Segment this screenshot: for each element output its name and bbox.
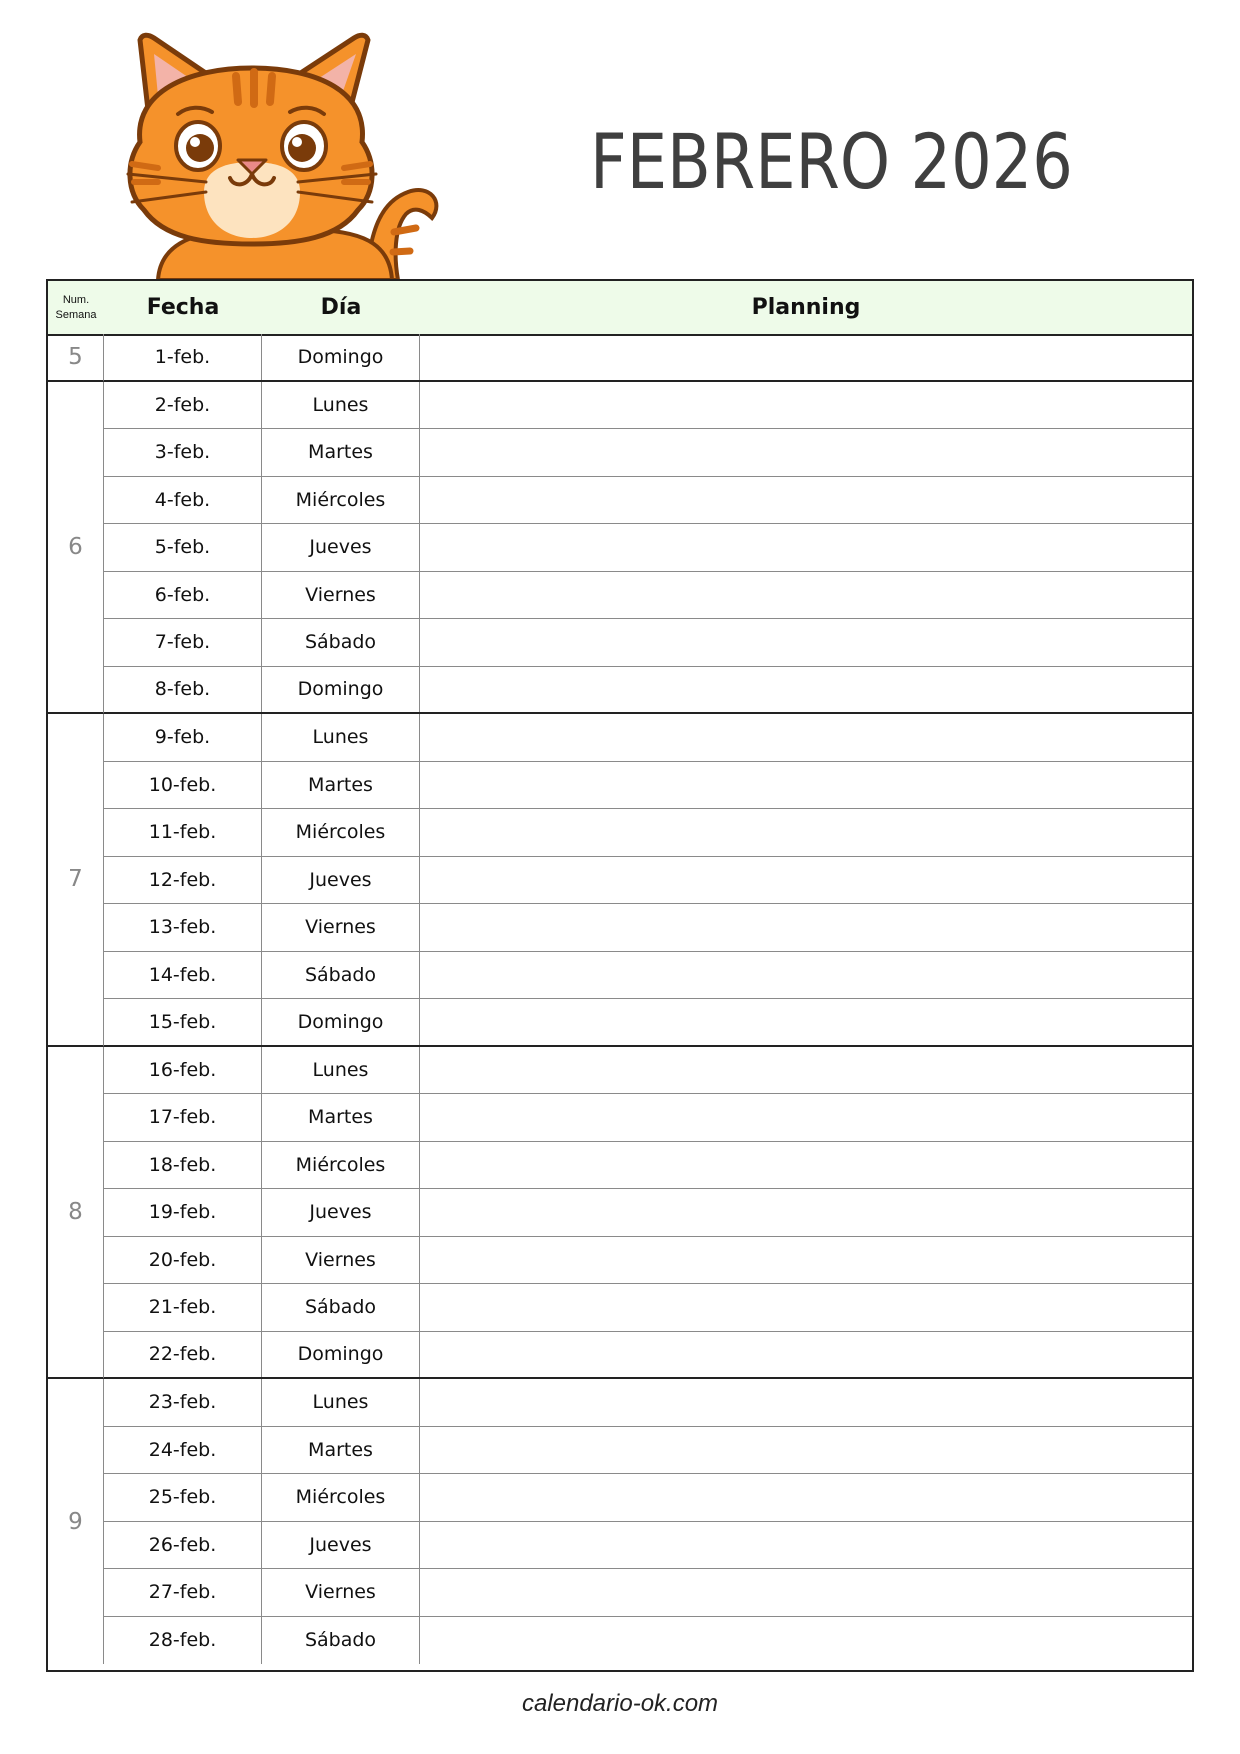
table-row	[104, 999, 1192, 1047]
fecha-cell: 23-feb.	[104, 1379, 262, 1426]
header-week-line2: Semana	[55, 308, 97, 321]
table-row	[104, 1332, 1192, 1380]
table-row	[104, 1142, 1192, 1190]
table-row	[104, 1189, 1192, 1237]
table-row	[104, 1474, 1192, 1522]
fecha-cell: 22-feb.	[104, 1332, 262, 1378]
dia-cell: Martes	[262, 762, 420, 809]
dia-cell: Martes	[262, 429, 420, 476]
planning-cell[interactable]	[420, 1379, 1192, 1426]
dia-cell: Domingo	[262, 999, 420, 1045]
table-row	[104, 762, 1192, 810]
dia-cell: Sábado	[262, 952, 420, 999]
planning-cell[interactable]	[420, 1237, 1192, 1284]
fecha-cell: 12-feb.	[104, 857, 262, 904]
table-row	[104, 429, 1192, 477]
fecha-cell: 28-feb.	[104, 1617, 262, 1665]
planning-cell[interactable]	[420, 334, 1192, 380]
dia-cell: Sábado	[262, 1284, 420, 1331]
planning-cell[interactable]	[420, 619, 1192, 666]
dia-cell: Viernes	[262, 1569, 420, 1616]
planning-cell[interactable]	[420, 1189, 1192, 1236]
table-header	[48, 281, 1192, 336]
planning-cell[interactable]	[420, 1427, 1192, 1474]
planning-cell[interactable]	[420, 1047, 1192, 1094]
planning-cell[interactable]	[420, 952, 1192, 999]
dia-cell: Sábado	[262, 1617, 420, 1665]
fecha-cell: 11-feb.	[104, 809, 262, 856]
fecha-cell: 7-feb.	[104, 619, 262, 666]
planning-cell[interactable]	[420, 857, 1192, 904]
planning-cell[interactable]	[420, 382, 1192, 429]
planning-cell[interactable]	[420, 1284, 1192, 1331]
dia-cell: Sábado	[262, 619, 420, 666]
table-row	[104, 904, 1192, 952]
table-row	[104, 809, 1192, 857]
dia-cell: Martes	[262, 1094, 420, 1141]
table-row	[104, 572, 1192, 620]
dia-cell: Martes	[262, 1427, 420, 1474]
fecha-cell: 3-feb.	[104, 429, 262, 476]
table-row	[104, 1617, 1192, 1665]
header-week-number	[48, 281, 104, 334]
planning-cell[interactable]	[420, 667, 1192, 713]
dia-cell: Lunes	[262, 382, 420, 429]
table-row	[104, 952, 1192, 1000]
dia-cell: Miércoles	[262, 1142, 420, 1189]
table-row	[104, 1427, 1192, 1475]
page-title: FEBRERO 2026	[590, 117, 1073, 206]
planning-cell[interactable]	[420, 762, 1192, 809]
table-row	[104, 1237, 1192, 1285]
table-row	[104, 1284, 1192, 1332]
dia-cell: Lunes	[262, 1379, 420, 1426]
fecha-cell: 4-feb.	[104, 477, 262, 524]
table-row	[104, 857, 1192, 905]
table-row	[104, 619, 1192, 667]
header-dia: Día	[320, 295, 362, 320]
fecha-cell: 15-feb.	[104, 999, 262, 1045]
table-row	[104, 1569, 1192, 1617]
table-row	[104, 1379, 1192, 1427]
table-row	[104, 477, 1192, 525]
footer-website: calendario-ok.com	[521, 1690, 719, 1717]
planning-cell[interactable]	[420, 714, 1192, 761]
fecha-cell: 25-feb.	[104, 1474, 262, 1521]
fecha-cell: 1-feb.	[104, 334, 262, 380]
dia-cell: Domingo	[262, 334, 420, 380]
table-row	[104, 714, 1192, 762]
week-number-cell: 7	[48, 714, 104, 1047]
header-fecha: Fecha	[146, 295, 220, 320]
dia-cell: Miércoles	[262, 809, 420, 856]
header-week-line1: Num.	[62, 293, 90, 306]
planning-cell[interactable]	[420, 1522, 1192, 1569]
week-number-cell: 5	[48, 334, 104, 382]
dia-cell: Lunes	[262, 714, 420, 761]
fecha-cell: 13-feb.	[104, 904, 262, 951]
fecha-cell: 16-feb.	[104, 1047, 262, 1094]
fecha-cell: 2-feb.	[104, 382, 262, 429]
dia-cell: Viernes	[262, 904, 420, 951]
dia-cell: Viernes	[262, 572, 420, 619]
dia-cell: Domingo	[262, 1332, 420, 1378]
header-planning: Planning	[751, 295, 861, 320]
fecha-cell: 10-feb.	[104, 762, 262, 809]
fecha-cell: 6-feb.	[104, 572, 262, 619]
fecha-cell: 18-feb.	[104, 1142, 262, 1189]
dia-cell: Lunes	[262, 1047, 420, 1094]
table-row	[104, 334, 1192, 382]
planning-cell[interactable]	[420, 572, 1192, 619]
fecha-cell: 27-feb.	[104, 1569, 262, 1616]
dia-cell: Miércoles	[262, 1474, 420, 1521]
planning-cell[interactable]	[420, 524, 1192, 571]
fecha-cell: 24-feb.	[104, 1427, 262, 1474]
dia-cell: Jueves	[262, 1189, 420, 1236]
week-number-cell: 8	[48, 1047, 104, 1380]
table-row	[104, 524, 1192, 572]
planning-cell[interactable]	[420, 429, 1192, 476]
week-number-cell: 9	[48, 1379, 104, 1664]
fecha-cell: 17-feb.	[104, 1094, 262, 1141]
dia-cell: Domingo	[262, 667, 420, 713]
planning-cell[interactable]	[420, 1094, 1192, 1141]
dia-cell: Jueves	[262, 524, 420, 571]
fecha-cell: 14-feb.	[104, 952, 262, 999]
dia-cell: Miércoles	[262, 477, 420, 524]
planning-cell[interactable]	[420, 809, 1192, 856]
table-row	[104, 1522, 1192, 1570]
planning-cell[interactable]	[420, 1332, 1192, 1378]
fecha-cell: 5-feb.	[104, 524, 262, 571]
planning-cell[interactable]	[420, 1569, 1192, 1616]
planning-cell[interactable]	[420, 477, 1192, 524]
fecha-cell: 26-feb.	[104, 1522, 262, 1569]
table-row	[104, 382, 1192, 430]
fecha-cell: 8-feb.	[104, 667, 262, 713]
planning-cell[interactable]	[420, 1142, 1192, 1189]
planning-cell[interactable]	[420, 904, 1192, 951]
table-row	[104, 667, 1192, 715]
dia-cell: Viernes	[262, 1237, 420, 1284]
fecha-cell: 19-feb.	[104, 1189, 262, 1236]
week-number-cell: 6	[48, 382, 104, 715]
planning-cell[interactable]	[420, 999, 1192, 1045]
table-row	[104, 1047, 1192, 1095]
fecha-cell: 20-feb.	[104, 1237, 262, 1284]
cat-mascot-icon	[118, 32, 468, 280]
dia-cell: Jueves	[262, 857, 420, 904]
planning-table	[46, 279, 1194, 1672]
planning-cell[interactable]	[420, 1617, 1192, 1665]
table-row	[104, 1094, 1192, 1142]
fecha-cell: 21-feb.	[104, 1284, 262, 1331]
dia-cell: Jueves	[262, 1522, 420, 1569]
fecha-cell: 9-feb.	[104, 714, 262, 761]
planning-cell[interactable]	[420, 1474, 1192, 1521]
